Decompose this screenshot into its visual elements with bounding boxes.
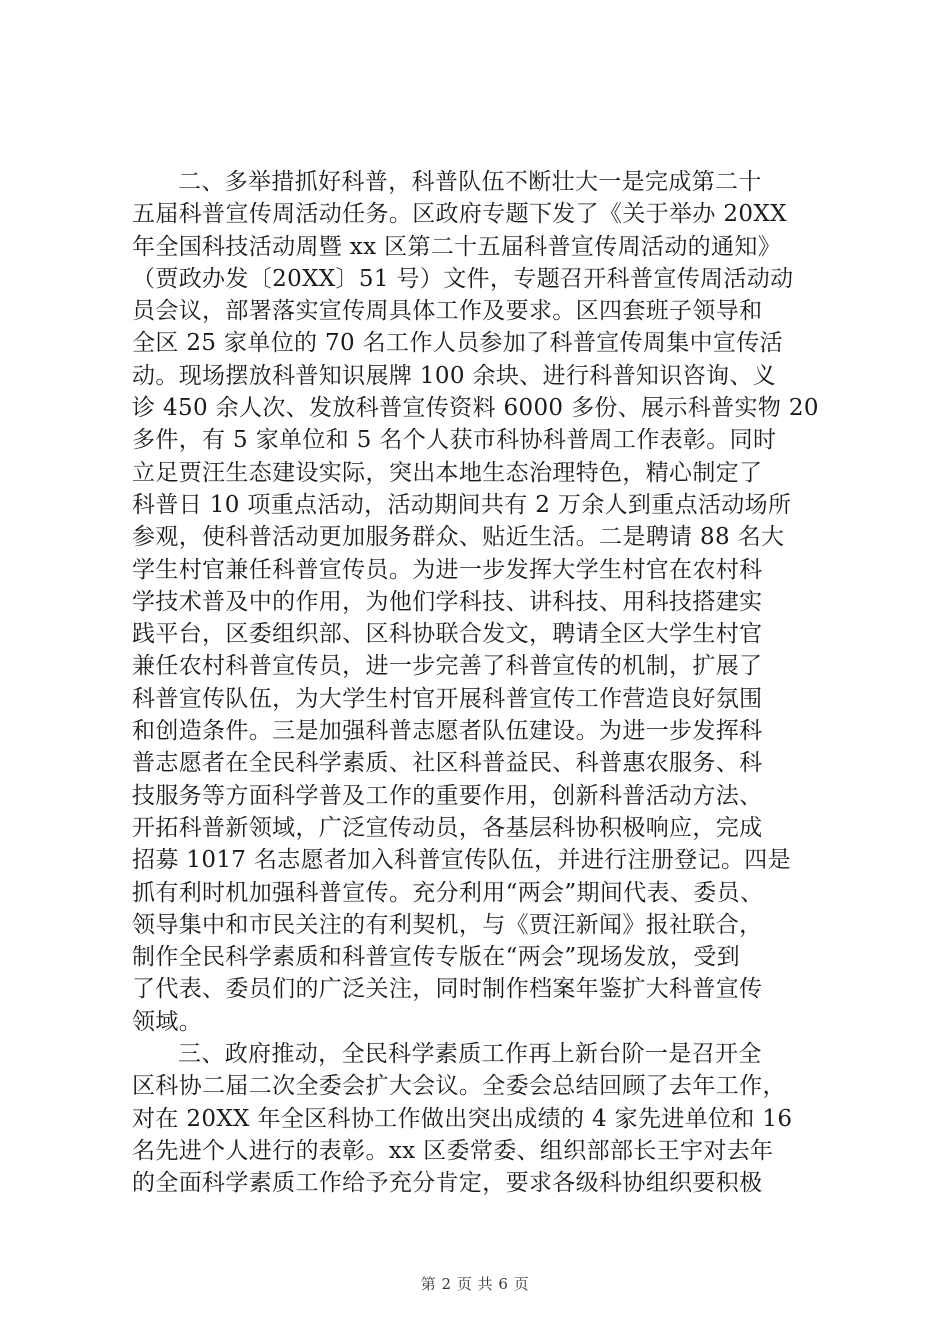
text-line: 员会议，部署落实宣传周具体工作及要求。区四套班子领导和 bbox=[132, 298, 763, 325]
text-line: 技服务等方面科学普及工作的重要作用，创新科普活动方法、 bbox=[132, 782, 763, 809]
text-line: 领域。 bbox=[132, 1008, 203, 1035]
text-line: 对在 20XX 年全区科协工作做出突出成绩的 4 家先进单位和 16 bbox=[132, 1105, 793, 1132]
text-line: 抓有利时机加强科普宣传。充分利用“两会”期间代表、委员、 bbox=[132, 879, 764, 906]
text-line: 全区 25 家单位的 70 名工作人员参加了科普宣传周集中宣传活 bbox=[132, 330, 783, 357]
text-line: 兼任农村科普宣传员，进一步完善了科普宣传的机制，扩展了 bbox=[132, 653, 763, 680]
document-body bbox=[132, 166, 832, 1200]
text-line: 诊 450 余人次、发放科普宣传资料 6000 多份、展示科普实物 20 bbox=[132, 395, 819, 422]
text-line: （贾政办发〔20XX〕51 号）文件，专题召开科普宣传周活动动 bbox=[132, 265, 794, 292]
text-line: 的全面科学素质工作给予充分肯定，要求各级科协组织要积极 bbox=[132, 1170, 763, 1197]
text-line: 名先进个人进行的表彰。xx 区委常委、组织部部长王宇对去年 bbox=[132, 1137, 774, 1164]
paragraph-first-line: 二、多举措抓好科普，科普队伍不断壮大一是完成第二十 bbox=[178, 169, 762, 195]
text-line: 领导集中和市民关注的有利契机，与《贾汪新闻》报社联合， bbox=[132, 911, 763, 938]
text-line: 科普宣传队伍，为大学生村官开展科普宣传工作营造良好氛围 bbox=[132, 685, 763, 712]
text-line: 学生村官兼任科普宣传员。为进一步发挥大学生村官在农村科 bbox=[132, 556, 763, 583]
text-line: 参观，使科普活动更加服务群众、贴近生活。二是聘请 88 名大 bbox=[132, 524, 785, 551]
text-line: 普志愿者在全民科学素质、社区科普益民、科普惠农服务、科 bbox=[132, 750, 763, 777]
paragraph-first-line: 三、政府推动，全民科学素质工作再上新台阶一是召开全 bbox=[178, 1041, 762, 1068]
text-line: 制作全民科学素质和科普宣传专版在“两会”现场发放，受到 bbox=[132, 944, 740, 971]
page-footer: 第 2 页 共 6 页 bbox=[420, 1275, 530, 1293]
text-line: 招募 1017 名志愿者加入科普宣传队伍，并进行注册登记。四是 bbox=[132, 847, 792, 874]
text-line: 多件，有 5 家单位和 5 名个人获市科协科普周工作表彰。同时 bbox=[132, 427, 777, 454]
text-line: 和创造条件。三是加强科普志愿者队伍建设。为进一步发挥科 bbox=[132, 718, 763, 745]
text-line: 践平台，区委组织部、区科协联合发文，聘请全区大学生村官 bbox=[132, 621, 763, 648]
text-line: 立足贾汪生态建设实际，突出本地生态治理特色，精心制定了 bbox=[132, 459, 763, 486]
text-line: 学技术普及中的作用，为他们学科技、讲科技、用科技搭建实 bbox=[132, 588, 763, 615]
text-line: 了代表、委员们的广泛关注，同时制作档案年鉴扩大科普宣传 bbox=[132, 976, 763, 1003]
text-line: 年全国科技活动周暨 xx 区第二十五届科普宣传周活动的通知》 bbox=[132, 233, 782, 260]
text-line: 区科协二届二次全委会扩大会议。全委会总结回顾了去年工作， bbox=[132, 1073, 786, 1100]
text-line: 开拓科普新领域，广泛宣传动员，各基层科协积极响应，完成 bbox=[132, 814, 763, 841]
text-line: 动。现场摆放科普知识展牌 100 余块、进行科普知识咨询、义 bbox=[132, 362, 777, 389]
text-line: 五届科普宣传周活动任务。区政府专题下发了《关于举办 20XX bbox=[132, 201, 787, 228]
text-line: 科普日 10 项重点活动，活动期间共有 2 万余人到重点活动场所 bbox=[132, 491, 792, 518]
